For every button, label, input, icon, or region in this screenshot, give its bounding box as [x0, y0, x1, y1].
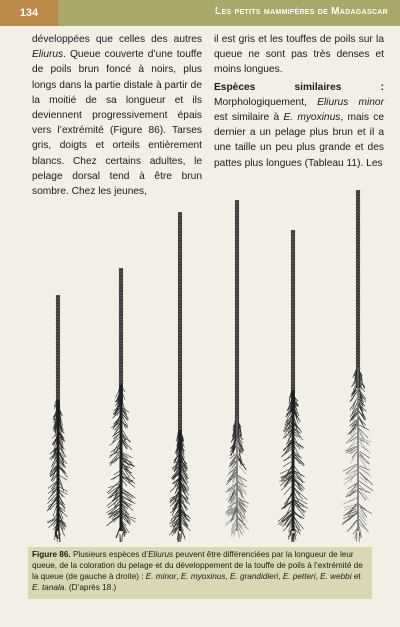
left-text-column — [32, 32, 202, 199]
text-span: est similaire à — [214, 112, 284, 124]
figure-caption — [28, 547, 372, 599]
text-span: Morphologiquement, — [214, 96, 318, 108]
caption-text: et — [351, 572, 361, 581]
tail-shaft — [291, 230, 295, 410]
tail-3 — [169, 212, 190, 542]
text-span: développées que celles des autres — [32, 34, 202, 45]
section-heading — [214, 80, 384, 95]
caption-species: E. myoxinus — [180, 572, 226, 581]
tail-1 — [47, 295, 68, 542]
caption-text: Plusieurs espèces d’ — [70, 550, 149, 559]
italic-species: Eliurus — [32, 49, 64, 61]
tail-illustration — [28, 190, 378, 542]
italic-species: E. myoxinus — [283, 112, 341, 124]
text-span: , mais ce dernier a un pelage plus brun et il a une taille un peu plus grande et des pattes plus longues (Tableau 11). Les — [214, 112, 385, 169]
text-span: . Queue couverte d’une touffe de poils brun foncé à noirs, plus longs dans la partie distale à partir de la moitié de sa longueur et ils deviennent progressivement épais vers l’extrémité (Figure 86). Tarses gris, doigts et orteils entièrement blancs. Chez certains adultes, le pelage dorsal tend à être brun sombre. Chez les jeunes, — [32, 49, 202, 198]
caption-text: , — [225, 572, 230, 581]
caption-species: E. tanala — [32, 583, 65, 592]
caption-species: E. grandidieri — [230, 572, 279, 581]
page-header — [0, 0, 400, 26]
caption-species: E. minor — [145, 572, 177, 581]
left-paragraph — [32, 32, 202, 199]
tail-2 — [106, 268, 136, 542]
caption-text: , — [315, 572, 321, 581]
page-number: 134 — [0, 0, 58, 26]
heading-word-2: similaires — [294, 81, 342, 93]
heading-word-1: Espèces — [214, 81, 256, 93]
caption-label: Figure 86. — [32, 550, 71, 559]
caption-italic: Eliurus — [148, 550, 174, 559]
right-paragraph-2 — [214, 95, 384, 171]
running-title: Les petits mammifères de Madagascar — [215, 6, 388, 17]
caption-text: . (D’après 18.) — [64, 583, 117, 592]
tail-4 — [225, 200, 249, 538]
caption-text: peuvent être différenciées par la longueur de leur queue, de la coloration du pelage et du développement de la touffe de poils à l’extrémité de la queue (de gauche à droite) : — [32, 550, 363, 581]
tail-figure — [28, 190, 378, 542]
caption-species: E. webbi — [320, 572, 352, 581]
heading-colon: : — [380, 81, 384, 93]
caption-text: , — [278, 572, 283, 581]
tail-6 — [342, 190, 373, 542]
tail-shaft — [119, 268, 123, 405]
right-paragraph-1: il est gris et les touffes de poils sur la queue ne sont pas très denses et moins longues. — [214, 34, 384, 76]
tail-5 — [278, 230, 308, 542]
caption-text: , — [176, 572, 181, 581]
caption-species: E. petteri — [282, 572, 316, 581]
italic-species: Eliurus minor — [317, 96, 384, 108]
right-text-column — [214, 32, 384, 171]
